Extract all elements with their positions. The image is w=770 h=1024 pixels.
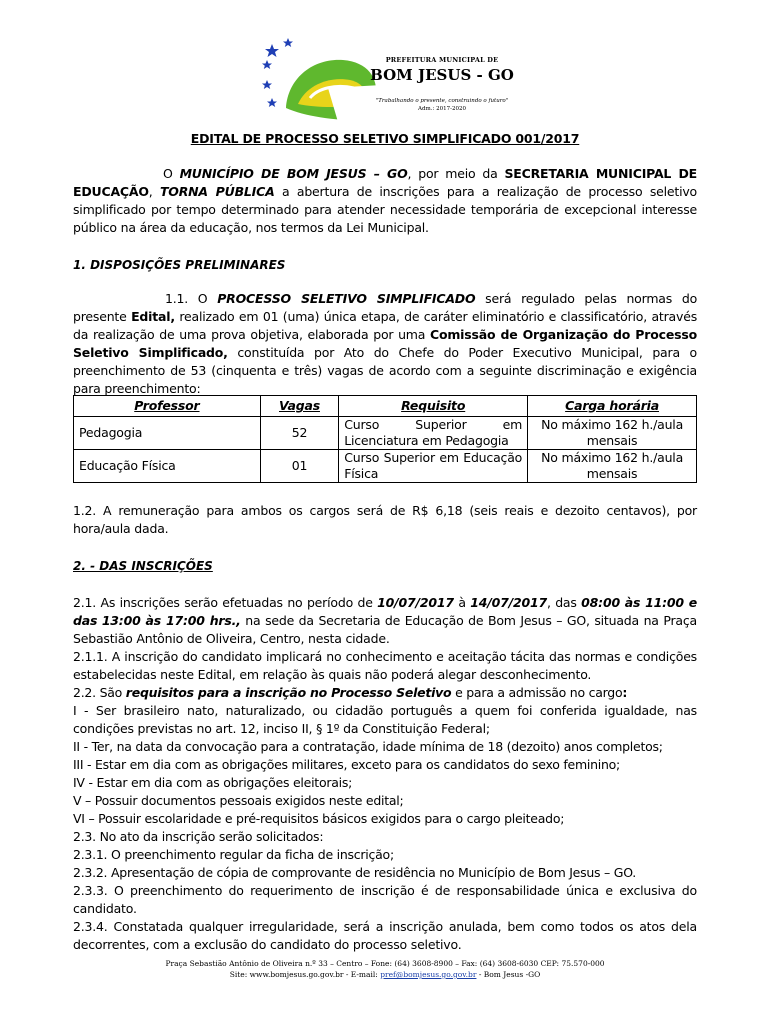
footer-address: Praça Sebastião Antônio de Oliveira n.º 33 – Centro – Fone: (64) 3608-8900 – Fax: (64) 3608-6030 CEP: 75.570-000	[165, 959, 605, 968]
section2-heading: 2. - DAS INSCRIÇÕES	[73, 559, 213, 573]
paragraph-2-3-4: 2.3.4. Constatada qualquer irregularidade, será a inscrição anulada, bem como todos os atos dela decorrentes, com a exclusão do candidato do processo seletivo.	[73, 919, 697, 952]
letterhead-motto: "Trabalhando o presente, construindo o futuro"	[375, 98, 509, 104]
letterhead-city: BOM JESUS - GO	[370, 66, 514, 84]
list-item: III - Estar em dia com as obrigações militares, exceto para os candidatos do sexo feminino;	[73, 757, 621, 772]
paragraph-1-2: 1.2. A remuneração para ambos os cargos será de R$ 6,18 (seis reais e dezoito centavos), por hora/aula dada.	[73, 503, 697, 536]
vacancies-table	[73, 395, 697, 483]
paragraph-1-1: 1.1. O PROCESSO SELETIVO SIMPLIFICADO será regulado pelas normas do presente Edital, realizado em 01 (uma) única etapa, de caráter eliminatório e classificatório, através da realização de uma prova objetiva, elaborada por uma Comissão de Organização do Processo Seletivo Simplificado, constituída por Ato do Chefe do Poder Executivo Municipal, para o preenchimento de 53 (cinquenta e três) vagas de acordo com a seguinte discriminação e exigência para preenchimento:	[73, 291, 698, 396]
paragraph-2-2: 2.2. São requisitos para a inscrição no Processo Seletivo e para a admissão no cargo:	[73, 685, 628, 700]
table-header-row	[74, 396, 697, 417]
cell-requisito: Curso Superior em Licenciatura em Pedagogia	[339, 417, 528, 450]
paragraph-2-3: 2.3. No ato da inscrição serão solicitados:	[73, 829, 324, 844]
email-link[interactable]: pref@bomjesus.go.gov.br	[380, 970, 477, 979]
paragraph-2-3-3: 2.3.3. O preenchimento do requerimento de inscrição é de responsabilidade única e exclusiva do candidato.	[73, 883, 697, 916]
cell-carga: No máximo 162 h./aula mensais	[528, 450, 697, 483]
list-item: I - Ser brasileiro nato, naturalizado, ou cidadão português a quem foi conferida igualdade, nas condições previstas no art. 12, inciso II, § 1º da Constituição Federal;	[73, 703, 697, 736]
page-title: EDITAL DE PROCESSO SELETIVO SIMPLIFICADO 001/2017	[190, 131, 580, 146]
header-requisito: Requisito	[339, 396, 528, 417]
section1-heading: 1. DISPOSIÇÕES PRELIMINARES	[73, 258, 286, 272]
table-row	[74, 450, 697, 483]
cell-carga: No máximo 162 h./aula mensais	[528, 417, 697, 450]
list-item: IV - Estar em dia com as obrigações eleitorais;	[73, 775, 353, 790]
letterhead-admin: Adm.: 2017-2020	[418, 106, 466, 112]
paragraph-2-3-1: 2.3.1. O preenchimento regular da ficha de inscrição;	[73, 847, 394, 862]
list-item: VI – Possuir escolaridade e pré-requisitos básicos exigidos para o cargo pleiteado;	[73, 811, 565, 826]
header-professor: Professor	[74, 396, 261, 417]
table-row	[74, 417, 697, 450]
list-item: II - Ter, na data da convocação para a contratação, idade mínima de 18 (dezoito) anos completos;	[73, 739, 663, 754]
cell-vagas: 01	[260, 450, 338, 483]
list-item: V – Possuir documentos pessoais exigidos neste edital;	[73, 793, 404, 808]
letterhead-prefeitura: PREFEITURA MUNICIPAL DE	[385, 56, 499, 64]
intro-paragraph: O MUNICÍPIO DE BOM JESUS – GO, por meio da SECRETARIA MUNICIPAL DE EDUCAÇÃO, TORNA PÚBLICA a abertura de inscrições para a realização de processo seletivo simplificado por tempo determinado para atender necessidade temporária de excepcional interesse público na área da educação, nos termos da Lei Municipal.	[73, 166, 697, 235]
header-vagas: Vagas	[260, 396, 338, 417]
cell-professor: Educação Física	[74, 450, 261, 483]
paragraph-2-3-2: 2.3.2. Apresentação de cópia de comprovante de residência no Município de Bom Jesus – GO.	[73, 865, 636, 880]
cell-vagas: 52	[260, 417, 338, 450]
footer-contact: Site: www.bomjesus.go.gov.br - E-mail: pref@bomjesus.go.gov.br - Bom Jesus -GO	[229, 970, 541, 979]
paragraph-2-1-1: 2.1.1. A inscrição do candidato implicará no conhecimento e aceitação tácita das normas e condições estabelecidas neste Edital, em relação às quais não poderá alegar desconhecimento.	[73, 649, 697, 682]
cell-requisito: Curso Superior em Educação Física	[339, 450, 528, 483]
cell-professor: Pedagogia	[74, 417, 261, 450]
paragraph-2-1: 2.1. As inscrições serão efetuadas no período de 10/07/2017 à 14/07/2017, das 08:00 às 11:00 e das 13:00 às 17:00 hrs., na sede da Secretaria de Educação de Bom Jesus – GO, situada na Praça Sebastião Antônio de Oliveira, Centro, nesta cidade.	[73, 595, 698, 646]
header-carga: Carga horária	[528, 396, 697, 417]
